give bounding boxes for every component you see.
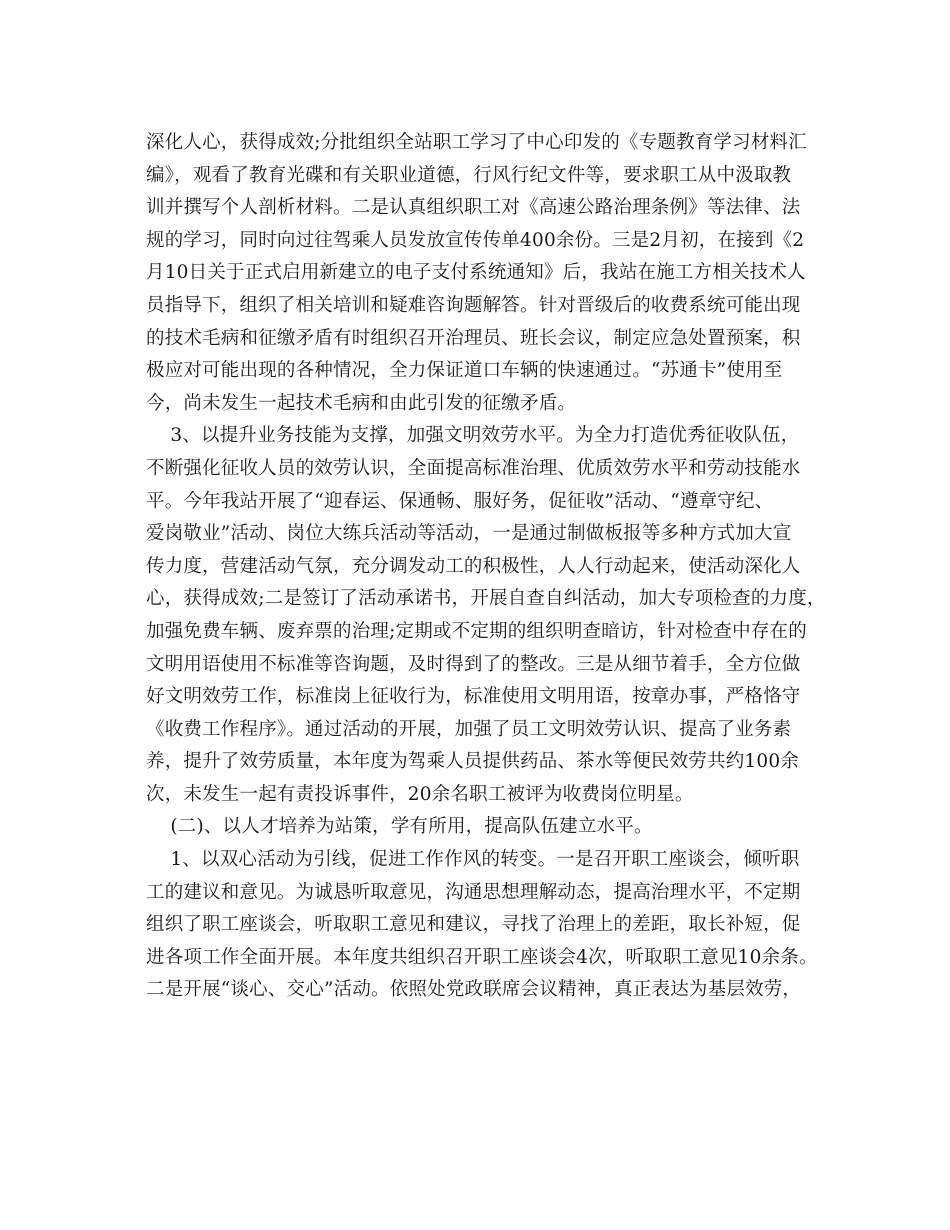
text-line: 3、以提升业务技能为支撑，加强文明效劳水平。为全力打造优秀征收队伍， xyxy=(146,425,800,447)
text-line: 《收费工作程序》。通过活动的开展，加强了员工文明效劳认识、提高了业务素 xyxy=(146,718,792,740)
text-line: 规的学习，同时向过往驾乘人员发放宣传传单400余份。三是2月初，在接到《2 xyxy=(146,229,805,251)
text-line: 爱岗敬业”活动、岗位大练兵活动等活动，一是通过制做板报等多种方式加大宣 xyxy=(146,523,792,545)
text-line: 深化人心，获得成效;分批组织全站职工学习了中心印发的《专题教育学习材料汇 xyxy=(146,132,807,153)
text-line: 员指导下，组织了相关培训和疑难咨询题解答。针对晋级后的收费系统可能出现 xyxy=(146,294,801,316)
text-line: 次，未发生一起有责投诉事件，20余名职工被评为收费岗位明星。 xyxy=(146,783,694,805)
text-line: 的技术毛病和征缴矛盾有时组织召开治理员、班长会议，制定应急处置预案，积 xyxy=(146,327,801,349)
text-line: 工的建议和意见。为诚恳听取意见，沟通思想理解动态，提高治理水平，不定期 xyxy=(146,881,801,903)
text-line: 进各项工作全面开展。本年度共组织召开职工座谈会4次，听取职工意见10余条。 xyxy=(146,946,818,968)
text-line: 加强免费车辆、废弃票的治理;定期或不定期的组织明查暗访，针对检查中存在的 xyxy=(146,620,807,642)
text-line: 传力度，营建活动气氛，充分调发动工的积极性，人人行动起来，使活动深化人 xyxy=(146,555,801,577)
text-line: 好文明效劳工作，标准岗上征收行为，标准使用文明用语，按章办事，严格恪守 xyxy=(146,686,801,708)
text-line: 1、以双心活动为引线，促进工作作风的转变。一是召开职工座谈会，倾听职 xyxy=(146,849,800,871)
text-line: 养，提升了效劳质量，本年度为驾乘人员提供药品、茶水等便民效劳共约100余 xyxy=(146,751,800,773)
body-text xyxy=(146,127,826,1007)
text-line: 文明用语使用不标准等咨询题，及时得到了的整改。三是从细节着手，全方位做 xyxy=(146,653,801,675)
text-line: 编》，观看了教育光碟和有关职业道德，行风行纪文件等，要求职工从中汲取教 xyxy=(146,164,792,186)
text-line: 今，尚未发生一起技术毛病和由此引发的征缴矛盾。 xyxy=(146,392,577,414)
text-line: 训并撰写个人剖析材料。二是认真组织职工对《高速公路治理条例》等法律、法 xyxy=(146,197,801,219)
text-line: 心，获得成效;二是签订了活动承诺书，开展自查自纠活动，加大专项检查的力度， xyxy=(146,588,826,610)
text-line: 极应对可能出现的各种情况，全力保证道口车辆的快速通过。“苏通卡”使用至 xyxy=(146,360,783,382)
text-line: (二)、以人才培养为站策，学有所用，提高队伍建立水平。 xyxy=(146,816,653,838)
text-line: 二是开展“谈心、交心”活动。依照处党政联席会议精神，真正表达为基层效劳， xyxy=(146,979,802,1001)
text-line: 平。今年我站开展了“迎春运、保通畅、服好务，促征收”活动、“遵章守纪、 xyxy=(146,490,774,512)
text-line: 不断强化征收人员的效劳认识，全面提高标准治理、优质效劳水平和劳动技能水 xyxy=(146,457,801,479)
text-line: 组织了职工座谈会，听取职工意见和建议，寻找了治理上的差距，取长补短，促 xyxy=(146,914,801,936)
text-line: 月10日关于正式启用新建立的电子支付系统通知》后，我站在施工方相关技术人 xyxy=(146,262,806,284)
